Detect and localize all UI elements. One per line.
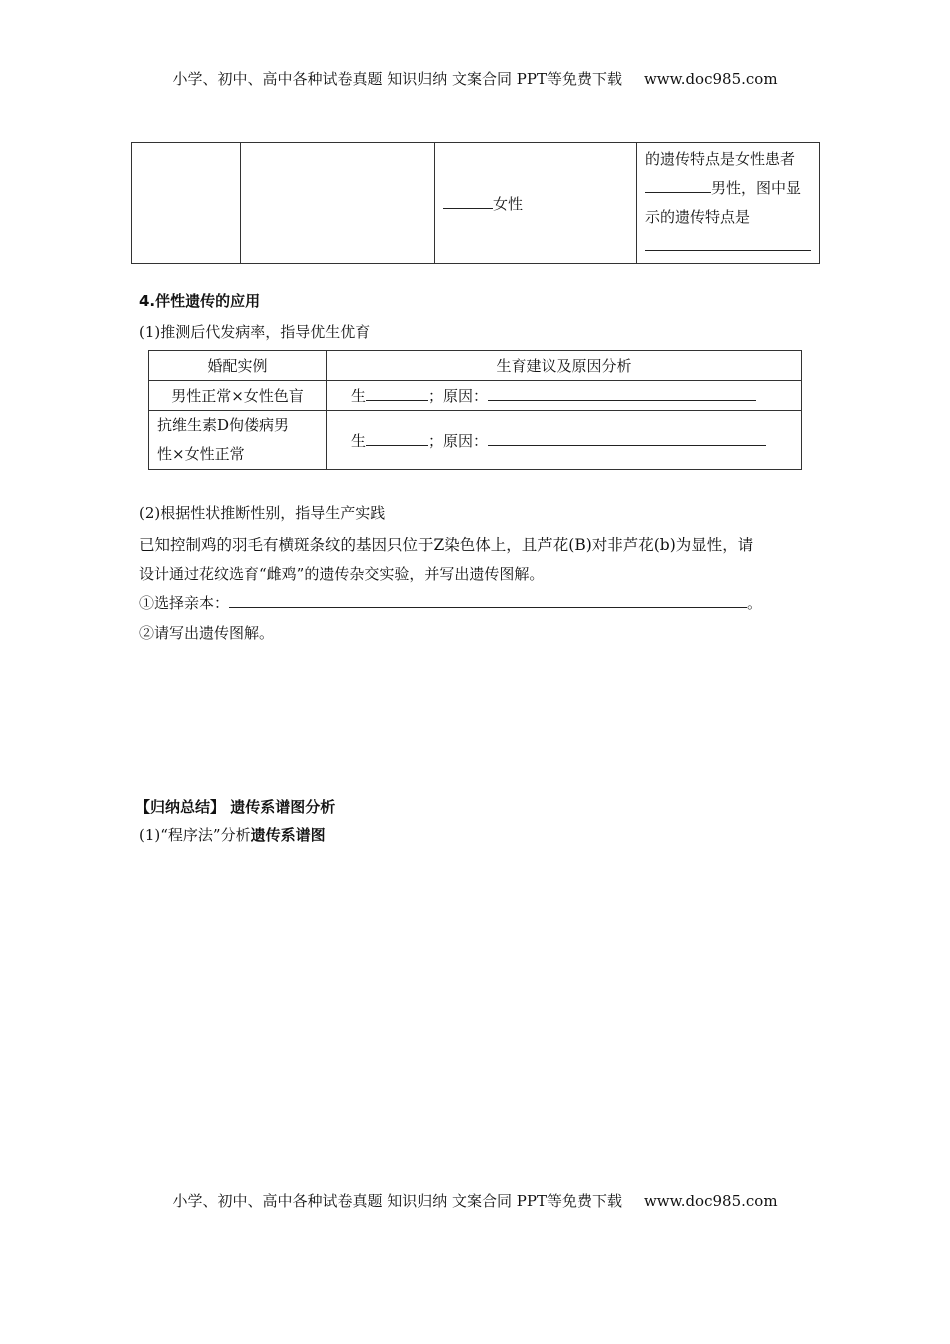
answer-blank[interactable] — [645, 178, 711, 193]
summary-subtitle: (1)“程序法”分析遗传系谱图 — [139, 826, 326, 844]
cell-col3: 女性 — [435, 143, 637, 264]
answer-blank[interactable] — [645, 236, 811, 251]
paragraph-line: 设计通过花纹选育“雌鸡”的遗传杂交实验，并写出遗传图解。 — [139, 565, 545, 583]
marriage-table — [148, 350, 802, 470]
answer-blank[interactable] — [229, 593, 747, 608]
subsection-title: (2)根据性状推断性别，指导生产实践 — [139, 504, 386, 522]
advice-cell: 生 ；原因： — [327, 411, 802, 470]
table-row — [149, 381, 802, 411]
question-2: ②请写出遗传图解。 — [139, 624, 275, 642]
cell-col2 — [241, 143, 435, 264]
header-url[interactable]: www.doc985.com — [643, 70, 778, 88]
header-cell: 婚配实例 — [149, 351, 327, 381]
case-cell: 男性正常×女性色盲 — [149, 381, 327, 411]
table-row — [149, 411, 802, 470]
answer-blank[interactable] — [488, 431, 766, 446]
summary-title: 【归纳总结】 遗传系谱图分析 — [135, 798, 336, 816]
answer-blank[interactable] — [488, 386, 756, 401]
paragraph-line: 已知控制鸡的羽毛有横斑条纹的基因只位于Z染色体上，且芦花(B)对非芦花(b)为显性，请 — [139, 536, 754, 554]
subsection-title: (1)推测后代发病率，指导优生优育 — [139, 323, 371, 341]
footer-text: 小学、初中、高中各种试卷真题 知识归纳 文案合同 PPT等免费下载 — [172, 1192, 622, 1210]
page-header — [0, 68, 950, 89]
advice-cell: 生 ；原因： — [327, 381, 802, 411]
cell-col1 — [132, 143, 241, 264]
page-footer — [0, 1190, 950, 1211]
section-title: 4.伴性遗传的应用 — [139, 292, 261, 310]
answer-blank[interactable] — [443, 194, 493, 209]
header-text: 小学、初中、高中各种试卷真题 知识归纳 文案合同 PPT等免费下载 — [172, 70, 622, 88]
header-cell: 生育建议及原因分析 — [327, 351, 802, 381]
case-cell: 抗维生素D佝偻病男 性×女性正常 — [149, 411, 327, 470]
question-1: ①选择亲本： 。 — [139, 594, 763, 612]
inheritance-table-continuation — [131, 142, 820, 264]
cell-col4: 的遗传特点是女性患者 男性，图中显 示的遗传特点是 — [637, 143, 820, 264]
footer-url[interactable]: www.doc985.com — [643, 1192, 778, 1210]
answer-blank[interactable] — [366, 386, 428, 401]
answer-blank[interactable] — [366, 431, 428, 446]
